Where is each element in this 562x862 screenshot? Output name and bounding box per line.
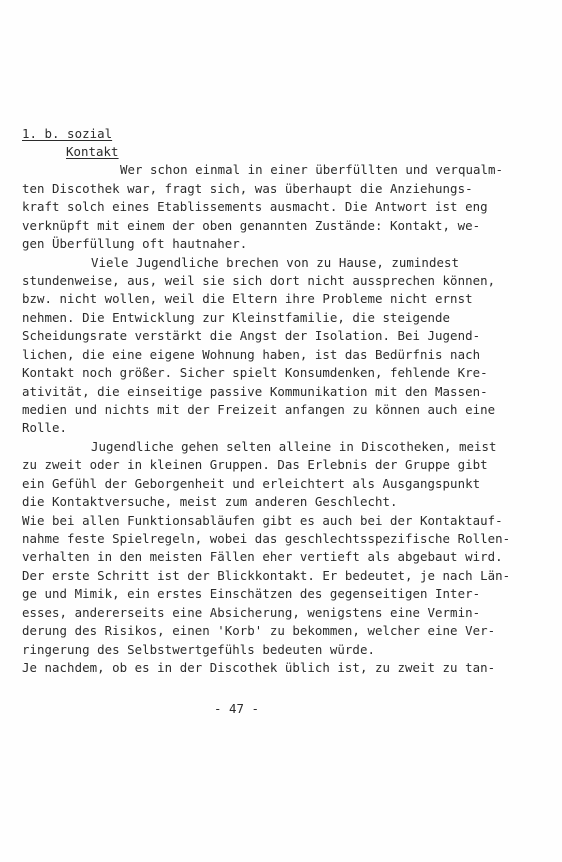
body-line: ein Gefühl der Geborgenheit und erleichtert als Ausgangspunkt [22,476,481,491]
body-line: medien und nichts mit der Freizeit anfangen zu können auch eine [22,402,496,417]
body-line: zu zweit oder in kleinen Gruppen. Das Erlebnis der Gruppe gibt [22,457,488,472]
body-line: Scheidungsrate verstärkt die Angst der Isolation. Bei Jugend- [22,328,481,343]
section-heading: 1. b. sozial [22,126,113,141]
body-line: esses, andererseits eine Absicherung, wenigstens eine Vermin- [22,605,481,620]
body-line: ten Discothek war, fragt sich, was überhaupt die Anziehungs- [22,181,473,196]
body-line: nehmen. Die Entwicklung zur Kleinstfamilie, die steigende [22,310,451,325]
body-line: derung des Risikos, einen 'Korb' zu bekommen, welcher eine Ver- [22,623,496,638]
body-line: Wie bei allen Funktionsabläufen gibt es auch bei der Kontaktauf- [22,513,503,528]
body-line: Kontakt noch größer. Sicher spielt Konsumdenken, fehlende Kre- [22,365,488,380]
body-line: kraft solch eines Etablissements ausmacht. Die Antwort ist eng [22,199,488,214]
body-line: Der erste Schritt ist der Blickkontakt. Er bedeutet, je nach Län- [22,568,511,583]
body-line: Je nachdem, ob es in der Discothek üblich ist, zu zweit zu tan- [22,660,496,675]
body-line: nahme feste Spielregeln, wobei das geschlechtsspezifische Rollen- [22,531,511,546]
subsection-heading: Kontakt [66,144,119,159]
body-line: ge und Mimik, ein erstes Einschätzen des gegenseitigen Inter- [22,586,481,601]
body-line: verknüpft mit einem der oben genannten Zustände: Kontakt, we- [22,218,481,233]
body-line: lichen, die eine eigene Wohnung haben, ist das Bedürfnis nach [22,347,481,362]
body-line: ativität, die einseitige passive Kommunikation mit den Massen- [22,384,488,399]
page-number: - 47 - [214,701,260,716]
body-line: Jugendliche gehen selten alleine in Discotheken, meist [91,439,497,454]
body-line: stundenweise, aus, weil sie sich dort nicht aussprechen können, [22,273,496,288]
body-line: gen Überfüllung oft hautnaher. [22,236,248,251]
body-line: Wer schon einmal in einer überfüllten und verqualm- [120,162,503,177]
body-line: Rolle. [22,420,68,435]
body-line: die Kontaktversuche, meist zum anderen Geschlecht. [22,494,398,509]
body-line: ringerung des Selbstwertgefühls bedeuten würde. [22,642,375,657]
body-line: verhalten in den meisten Fällen eher vertieft als abgebaut wird. [22,549,503,564]
body-line: Viele Jugendliche brechen von zu Hause, zumindest [91,255,459,270]
body-line: bzw. nicht wollen, weil die Eltern ihre Probleme nicht ernst [22,291,473,306]
